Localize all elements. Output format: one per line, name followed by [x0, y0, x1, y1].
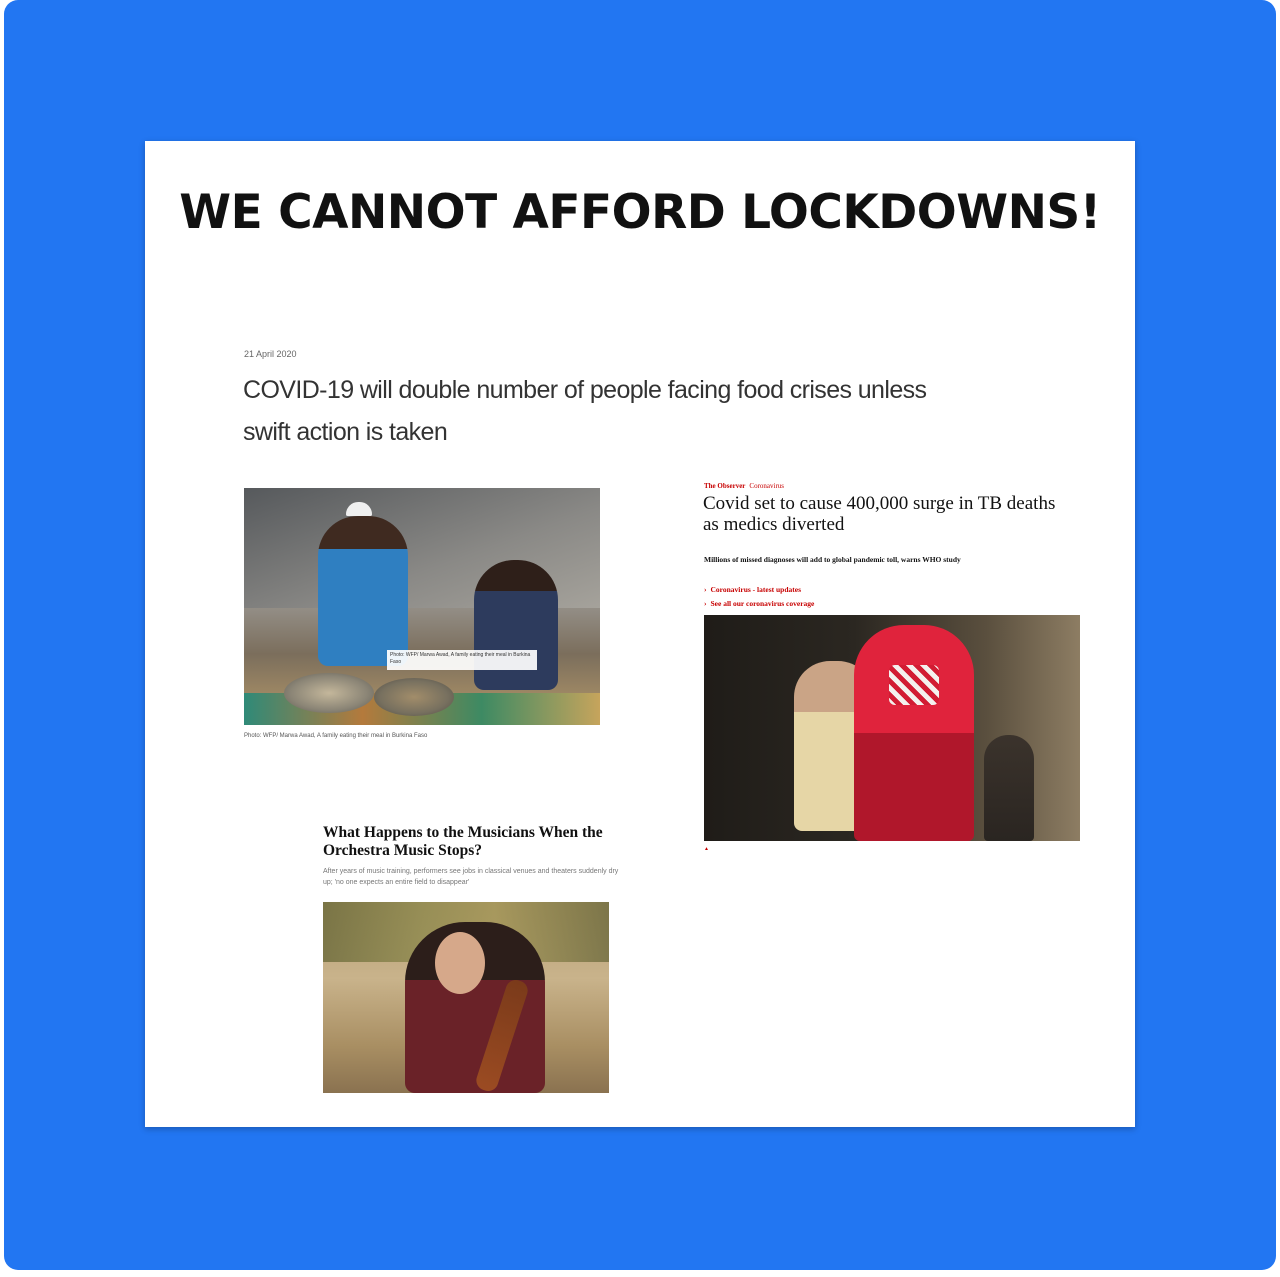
wfp-article-title: COVID-19 will double number of people facing food crises unless swift action is taken [243, 376, 927, 446]
observer-kicker [704, 482, 784, 490]
wfp-article-date: 21 April 2020 [244, 349, 297, 359]
observer-article-photo [704, 615, 1080, 841]
observer-topic: Coronavirus [749, 482, 785, 490]
wfp-article-photo [244, 488, 600, 725]
observer-photo-caption [704, 846, 1084, 852]
observer-link-label: See all our coronavirus coverage [710, 599, 815, 608]
wsj-article-photo [323, 902, 609, 1093]
observer-link-item[interactable] [704, 597, 1004, 611]
observer-section: The Observer [704, 482, 746, 490]
chevron-right-icon: › [704, 599, 707, 608]
chevron-right-icon: › [704, 585, 707, 594]
slide-headline: WE CANNOT AFFORD LOCKDOWNS! [179, 185, 1101, 240]
wsj-article-dek: After years of music training, performers see jobs in classical venues and theaters suddenly dry up; 'no one expects an entire field to disappear' [323, 868, 619, 886]
observer-standfirst: Millions of missed diagnoses will add to global pandemic toll, warns WHO study [704, 555, 961, 564]
photo-second-child-figure [984, 735, 1034, 841]
photo-bowl [374, 678, 454, 716]
wfp-photo-caption: Photo: WFP/ Marwa Awad, A family eating their meal in Burkina Faso [244, 733, 428, 739]
photo-overlay-caption: Photo: WFP/ Marwa Awad, A family eating their meal in Burkina Faso [387, 650, 537, 670]
slide [145, 141, 1135, 1127]
photo-woman-figure [854, 625, 974, 841]
photo-bowl [284, 673, 374, 713]
wsj-article-title: What Happens to the Musicians When the Orchestra Music Stops? [323, 824, 603, 859]
observer-link-label: Coronavirus - latest updates [710, 585, 801, 594]
triangle-up-icon: ▲ [704, 846, 709, 852]
photo-girl-figure [474, 560, 558, 690]
photo-cellist-face [435, 932, 485, 994]
photo-man-figure [318, 516, 408, 666]
observer-article-title: Covid set to cause 400,000 surge in TB deaths as medics diverted [703, 493, 1056, 535]
observer-link-item[interactable] [704, 583, 1004, 597]
photo-scarf [889, 665, 939, 705]
observer-links [704, 583, 1004, 611]
